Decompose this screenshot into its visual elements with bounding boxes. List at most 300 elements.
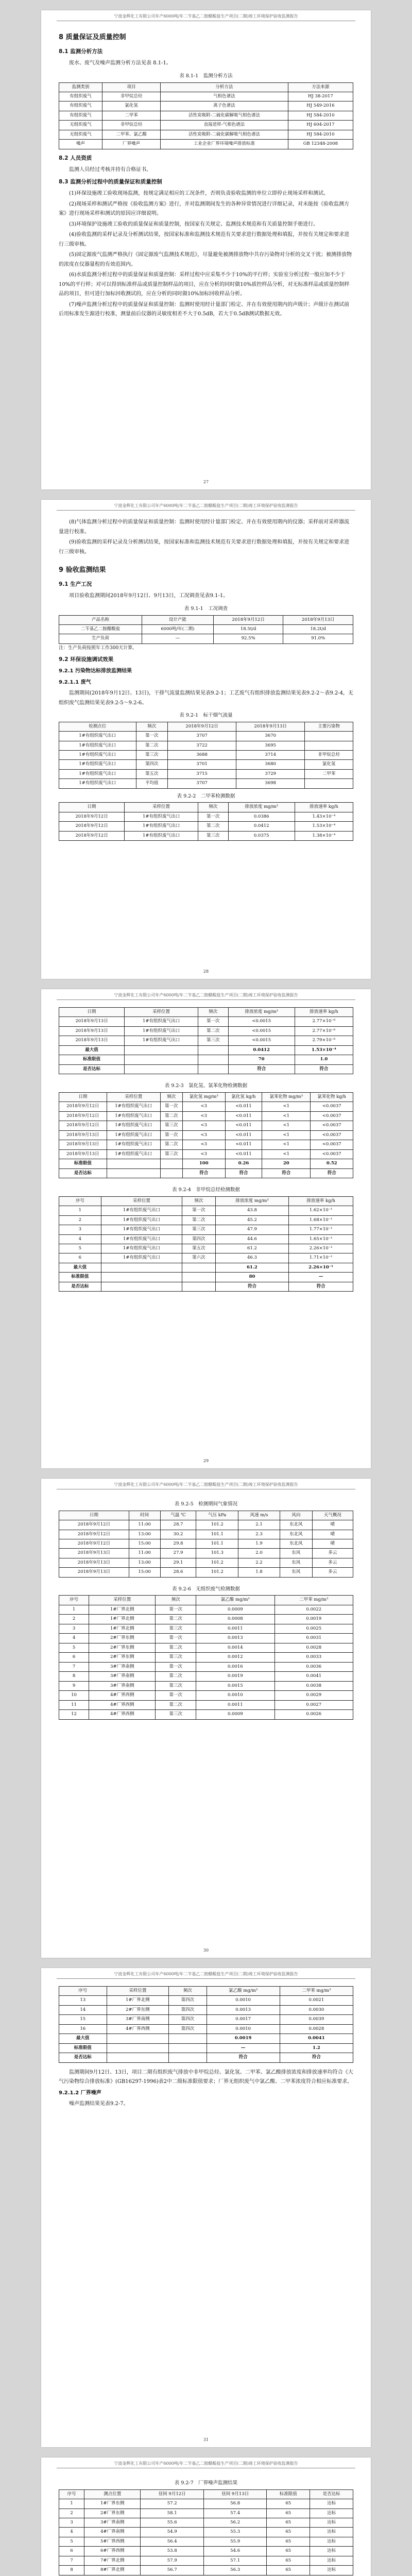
table-cell: 0.0028 bbox=[274, 1643, 353, 1652]
table-cell: 厂界噪声 bbox=[102, 140, 161, 149]
table-cell: 生产负荷 bbox=[59, 634, 142, 643]
table-row bbox=[59, 1530, 353, 1539]
table-cell: 56.4 bbox=[141, 2537, 203, 2546]
table-cell: 第一次 bbox=[156, 1605, 196, 1614]
table-cell: 达标 bbox=[310, 2537, 353, 2546]
table-cell: 2.26×10⁻¹ bbox=[289, 1244, 353, 1253]
table-cell: 东北风 bbox=[280, 1520, 313, 1530]
table-cell: <0.0037 bbox=[311, 1130, 353, 1140]
table-cell: 第二次 bbox=[160, 1140, 182, 1149]
paragraph: (8)气体监测分析过程中的质量保证和质量控制：监测时使用经计量部门检定、并在有效使用期内的仪器；采样前对采样器流量进行校准。 bbox=[59, 519, 350, 535]
table-cell: 达标 bbox=[310, 2518, 353, 2527]
table-header-cell: 采样位置 bbox=[125, 803, 198, 812]
table-cell: 工业企业厂界环境噪声排放标准 bbox=[161, 140, 288, 149]
table-note: 注：生产负荷按照年工作300天计算。 bbox=[59, 645, 138, 651]
table-cell: 0.0010 bbox=[196, 1691, 274, 1700]
table-cell: 东北风 bbox=[280, 1539, 313, 1548]
table-cell: 0.0021 bbox=[280, 1996, 353, 2005]
table-cell: 4 bbox=[59, 1234, 101, 1244]
table-cell: 2018年9月12日 bbox=[59, 1530, 129, 1539]
page-number: 29 bbox=[203, 1459, 209, 1463]
table-header-cell: 二甲苯 mg/m³ bbox=[280, 1987, 353, 1996]
table-header-cell: 排放速率 kg/h bbox=[289, 1196, 353, 1206]
table-row bbox=[59, 1568, 353, 1577]
table-cell bbox=[107, 1159, 160, 1168]
table-cell: 5 bbox=[59, 1643, 89, 1652]
table-cell: 0.0022 bbox=[274, 1605, 353, 1614]
table-cell: 55.6 bbox=[141, 2518, 203, 2527]
table-summary-row bbox=[59, 1282, 353, 1291]
table-cell: 2.77×10⁻⁶ bbox=[295, 1017, 353, 1026]
table-summary-row bbox=[59, 1168, 353, 1178]
table-cell: 57.9 bbox=[141, 2556, 203, 2565]
table-cell: 56.3 bbox=[203, 2566, 266, 2575]
table-row bbox=[59, 1244, 353, 1253]
table-cell: 最大值 bbox=[59, 2034, 107, 2043]
table-header-cell: 2018年9月13日 bbox=[236, 722, 305, 731]
table-summary-row bbox=[59, 2053, 353, 2062]
table-cell: 57.2 bbox=[141, 2499, 203, 2509]
table-cell: 1#有组织废气出口 bbox=[125, 1026, 198, 1036]
table-cell: 气相色谱法 bbox=[161, 92, 288, 101]
table-cell: 非甲烷总烃 bbox=[102, 121, 161, 130]
table-header-cell: 测点位置 bbox=[84, 2489, 141, 2499]
table-cell: 第二次 bbox=[156, 1672, 196, 1681]
subsection-title: 9.2.1.1 废气 bbox=[59, 679, 91, 685]
table-cell: <3 bbox=[182, 1102, 225, 1111]
table-cell: 第二次 bbox=[156, 1615, 196, 1624]
table-cell: 1.53×10⁻⁴ bbox=[295, 822, 353, 831]
table-cell: 27.9 bbox=[160, 1549, 196, 1558]
table-cell: 标准限值 bbox=[59, 2043, 107, 2053]
table-cell: 符合 bbox=[295, 1064, 353, 1074]
table-cell: 70 bbox=[228, 1055, 295, 1064]
table-cell: <1 bbox=[262, 1149, 311, 1159]
table-cell: 65 bbox=[267, 2509, 310, 2518]
table-row bbox=[59, 1234, 353, 1244]
table-cell: <3 bbox=[182, 1130, 225, 1140]
table-header-row bbox=[59, 1092, 353, 1101]
table-row bbox=[59, 1681, 353, 1690]
report-page-27 bbox=[41, 10, 371, 489]
table-header-cell: 氯苯化物 kg/h bbox=[311, 1092, 353, 1101]
table-cell: 0.0025 bbox=[274, 1624, 353, 1633]
table-cell: 61.2 bbox=[215, 1244, 288, 1253]
table-cell: 46.3 bbox=[215, 1253, 288, 1263]
table-header-cell: 采样位置 bbox=[107, 1092, 160, 1101]
table-cell: <1 bbox=[262, 1130, 311, 1140]
subsection-title: 9.2 环保设施调试效果 bbox=[59, 656, 114, 663]
table-caption: 表 9.2-7 厂界噪声监测结果 bbox=[174, 2480, 238, 2486]
table-row bbox=[59, 1130, 353, 1140]
table-cell: 4#厂界南侧 bbox=[84, 2528, 141, 2537]
table-row bbox=[59, 750, 353, 759]
table-cell: 8 bbox=[59, 2566, 84, 2575]
report-page-29 bbox=[41, 989, 371, 1468]
page-header: 宁波金辉化工有限公司年产6000吨/年二苄基乙二胺醋酸盐生产项目(二期)竣工环境保护验收监测报告 bbox=[57, 1479, 355, 1489]
table-cell: 非甲烷总烃 bbox=[305, 750, 353, 759]
table-cell: 0.0015 bbox=[196, 1681, 274, 1690]
report-page-28 bbox=[41, 500, 371, 979]
table-cell: 43.8 bbox=[215, 1206, 288, 1215]
table-cell: 16 bbox=[59, 2024, 107, 2033]
table-cell: 0.0033 bbox=[274, 1653, 353, 1662]
table-header-cell: 氯乙酸 mg/m³ bbox=[196, 1596, 274, 1605]
table-cell: 1.8 bbox=[238, 1568, 280, 1577]
table-summary-row bbox=[59, 2043, 353, 2053]
table-cell: 氯化氢 bbox=[305, 760, 353, 769]
table-cell: 有组织废气 bbox=[59, 111, 102, 120]
table-cell: 5 bbox=[59, 2537, 84, 2546]
table-cell: 东风 bbox=[280, 1558, 313, 1567]
table-cell: 直接进样-气相色谱法 bbox=[161, 121, 288, 130]
table-cell: 3#厂界南侧 bbox=[89, 1681, 156, 1690]
table-cell: 29.8 bbox=[160, 1539, 196, 1548]
report-page-31 bbox=[41, 1968, 371, 2447]
table-header-cell: 排放浓度 mg/m³ bbox=[215, 1196, 288, 1206]
table-row bbox=[59, 130, 353, 139]
table-row bbox=[59, 741, 353, 750]
table-header-cell: 2018年9月12日 bbox=[168, 722, 236, 731]
table-cell: 第六次 bbox=[182, 1253, 216, 1263]
table-cell: 3729 bbox=[236, 769, 305, 778]
table-cell: 第四次 bbox=[136, 760, 168, 769]
page-header: 宁波金辉化工有限公司年产6000吨/年二苄基乙二胺醋酸盐生产项目(二期)竣工环境保护验收监测报告 bbox=[57, 2458, 355, 2468]
table-cell: 0.0013 bbox=[196, 1634, 274, 1643]
table-row bbox=[59, 1558, 353, 1567]
table-header-cell: 日期 bbox=[59, 1511, 129, 1520]
table-cell: 13:00 bbox=[129, 1558, 160, 1567]
workload-table bbox=[59, 615, 353, 644]
paragraph: 监测人员经过考核并持有合格证书。 bbox=[69, 167, 151, 173]
table-cell: 达标 bbox=[310, 2547, 353, 2556]
table-row bbox=[59, 2547, 353, 2556]
table-cell: 13 bbox=[59, 1996, 107, 2005]
table-cell: <0.011 bbox=[225, 1111, 262, 1121]
table-cell: 3 bbox=[59, 1624, 89, 1633]
table-cell: 0.0009 bbox=[196, 1710, 274, 1719]
qc-paragraphs bbox=[59, 189, 353, 319]
flow-table bbox=[59, 722, 353, 789]
table-cell: 101.1 bbox=[196, 1530, 238, 1539]
table-cell: 0.0011 bbox=[196, 1624, 274, 1633]
table-cell: 2018年9月12日 bbox=[59, 1539, 129, 1548]
table-cell bbox=[101, 1282, 182, 1291]
table-cell: 2.2 bbox=[238, 1558, 280, 1567]
table-row bbox=[59, 92, 353, 101]
table-cell: 第三次 bbox=[160, 1149, 182, 1159]
table-cell: 0.0029 bbox=[274, 1691, 353, 1700]
table-cell: 离子色谱法 bbox=[161, 101, 288, 111]
table-summary-row bbox=[59, 1159, 353, 1168]
table-cell: 2.26×10⁻¹ bbox=[289, 1263, 353, 1272]
page-number: 31 bbox=[203, 2437, 209, 2442]
table-cell: 第三次 bbox=[160, 1121, 182, 1130]
table-cell: 1#有组织废气出口 bbox=[107, 1121, 160, 1130]
table-header-cell: 氯苯化物 mg/m³ bbox=[262, 1092, 311, 1101]
table-cell: 2 bbox=[59, 2509, 84, 2518]
table-header-cell: 排放浓度 mg/m³ bbox=[228, 1008, 295, 1017]
table-header-row bbox=[59, 1008, 353, 1017]
table-cell: <0.0037 bbox=[311, 1102, 353, 1111]
table-cell: 10 bbox=[59, 1691, 89, 1700]
table-cell: 100 bbox=[182, 1159, 225, 1168]
table-caption: 表 8.1-1 监测分析方法 bbox=[179, 73, 233, 79]
table-cell: 达标 bbox=[310, 2499, 353, 2509]
table-cell: 0.0019 bbox=[196, 1672, 274, 1681]
table-cell: 1#有组织废气出口 bbox=[125, 822, 198, 831]
table-cell: 2.79×10⁻⁶ bbox=[295, 1036, 353, 1045]
table-row bbox=[59, 2005, 353, 2014]
table-cell: 2018年9月13日 bbox=[59, 1026, 125, 1036]
table-header-cell: 序号 bbox=[59, 1196, 101, 1206]
table-cell: 第四次 bbox=[169, 2005, 207, 2014]
table-cell: 第三次 bbox=[136, 750, 168, 759]
paragraph: 项目验收监测期间2018年9月12日、9月13日，工况调查见表9.1-1。 bbox=[69, 593, 229, 599]
table-cell: 4#厂界西侧 bbox=[107, 2024, 169, 2033]
table-cell: 第四次 bbox=[169, 1996, 207, 2005]
table-cell: 55.3 bbox=[203, 2528, 266, 2537]
table-cell: 65 bbox=[267, 2566, 310, 2575]
table-header-row bbox=[59, 615, 353, 624]
table-header-cell: 日期 bbox=[59, 1092, 107, 1101]
table-cell: 0.0031 bbox=[274, 1634, 353, 1643]
method-table bbox=[59, 82, 353, 149]
table-cell: 0.0010 bbox=[207, 2024, 280, 2033]
table-header-cell: 排放速率 kg/h bbox=[295, 803, 353, 812]
table-cell: 3722 bbox=[168, 741, 236, 750]
table-cell: 57.4 bbox=[203, 2509, 266, 2518]
table-row bbox=[59, 1710, 353, 1719]
table-cell: <1 bbox=[262, 1102, 311, 1111]
table-cell: 活性炭吸附-二硫化碳解吸气相色谱法 bbox=[161, 111, 288, 120]
table-cell: 65 bbox=[267, 2499, 310, 2509]
table-cell: 1 bbox=[59, 2499, 84, 2509]
table-cell: 4#厂界西侧 bbox=[89, 1700, 156, 1709]
table-header-row bbox=[59, 1511, 353, 1520]
table-cell: 56.8 bbox=[203, 2499, 266, 2509]
table-cell: 最大值 bbox=[59, 1045, 125, 1055]
table-summary-row bbox=[59, 1263, 353, 1272]
table-cell: 1#有组织废气出口 bbox=[59, 741, 136, 750]
table-row bbox=[59, 779, 353, 788]
table-cell: 2#厂界东侧 bbox=[89, 1653, 156, 1662]
qc-paragraphs bbox=[59, 518, 353, 557]
table-header-cell: 风向 bbox=[280, 1511, 313, 1520]
table-cell: 有组织废气 bbox=[59, 92, 102, 101]
section-title: 9 验收监测结果 bbox=[59, 566, 106, 574]
table-cell: <0.0015 bbox=[228, 1026, 295, 1036]
table-cell: <1 bbox=[262, 1111, 311, 1121]
table-cell: 1#有组织废气出口 bbox=[125, 831, 198, 840]
table-header-cell: 采样位置 bbox=[125, 1008, 198, 1017]
table-cell: 91.0% bbox=[283, 634, 353, 643]
table-row bbox=[59, 625, 353, 634]
table-cell bbox=[101, 1273, 182, 1282]
table-cell: 0.0009 bbox=[196, 1605, 274, 1614]
table-row bbox=[59, 2518, 353, 2527]
table-cell: 56.2 bbox=[203, 2518, 266, 2527]
table-cell: 符合 bbox=[280, 2053, 353, 2062]
table-cell bbox=[182, 1282, 216, 1291]
table-cell: 第二次 bbox=[198, 1026, 228, 1036]
table-header-cell: 日期 bbox=[59, 1008, 125, 1017]
table-cell: 2018年9月13日 bbox=[59, 1130, 107, 1140]
table-cell bbox=[169, 2043, 207, 2053]
page-header: 宁波金辉化工有限公司年产6000吨/年二苄基乙二胺醋酸盐生产项目(二期)竣工环境保护验收监测报告 bbox=[57, 500, 355, 511]
table-cell: 第一次 bbox=[156, 1691, 196, 1700]
table-cell: 1#有组织废气出口 bbox=[101, 1225, 182, 1234]
table-cell: 3698 bbox=[236, 779, 305, 788]
table-cell: 1.43×10⁻⁴ bbox=[295, 812, 353, 821]
table-cell: 东风 bbox=[280, 1568, 313, 1577]
table-cell: 4#厂界西侧 bbox=[89, 1691, 156, 1700]
table-cell: 61.2 bbox=[215, 1263, 288, 1272]
table-row bbox=[59, 111, 353, 120]
table-row bbox=[59, 1140, 353, 1149]
table-cell: 3#厂界南侧 bbox=[89, 1672, 156, 1681]
table-cell: 标准限值 bbox=[59, 1273, 101, 1282]
table-cell: GB 12348-2008 bbox=[288, 140, 353, 149]
table-cell: 80 bbox=[215, 1273, 288, 1282]
table-summary-row bbox=[59, 1273, 353, 1282]
table-cell: 1#有组织废气出口 bbox=[101, 1244, 182, 1253]
table-cell: 1.0 bbox=[295, 1055, 353, 1064]
table-row bbox=[59, 831, 353, 840]
table-cell: 4#厂界西侧 bbox=[89, 1710, 156, 1719]
table-header-row bbox=[59, 2489, 353, 2499]
table-row bbox=[59, 1634, 353, 1643]
subsection-title: 9.1 生产工况 bbox=[59, 581, 92, 588]
table-header-cell: 监测类别 bbox=[59, 82, 102, 92]
table-cell: 1#有组织废气出口 bbox=[101, 1206, 182, 1215]
table-cell: 非甲烷总烃 bbox=[102, 92, 161, 101]
table-cell: 29.1 bbox=[160, 1558, 196, 1567]
table-cell: 多云 bbox=[312, 1568, 353, 1577]
table-cell: 3680 bbox=[236, 760, 305, 769]
table-row bbox=[59, 1102, 353, 1111]
table-header-cell: 排放浓度 mg/m³ bbox=[228, 803, 295, 812]
table-row bbox=[59, 2024, 353, 2033]
table-cell: 1#有组织废气出口 bbox=[59, 760, 136, 769]
table-header-cell: 氯乙酸 mg/m³ bbox=[207, 1987, 280, 1996]
table-header-cell: 昼间 9月13日 bbox=[203, 2489, 266, 2499]
table-cell: 2#厂界东侧 bbox=[89, 1643, 156, 1652]
table-header-cell: 分析方法 bbox=[161, 82, 288, 92]
table-header-row bbox=[59, 803, 353, 812]
table-cell: 0.0028 bbox=[280, 2024, 353, 2033]
table-cell: 2.77×10⁻⁶ bbox=[295, 1026, 353, 1036]
table-cell: 8 bbox=[59, 1672, 89, 1681]
table-cell: 28.7 bbox=[160, 1520, 196, 1530]
table-cell: 2018年9月12日 bbox=[59, 822, 125, 831]
table-cell: 二苄基乙二胺醋酸盐 bbox=[59, 625, 142, 634]
table-header-cell: 采样位置 bbox=[107, 1987, 169, 1996]
table-cell: 噪声 bbox=[59, 140, 102, 149]
paragraph: 监测期间(2018年9月12日、13日)，干排气流量监测结果见表9.2-1；工艺废气有组织排放监测结果见表9.2-2～表9.2-4，无组织废气监测结果见表9.2-5～9.2-6。 bbox=[59, 690, 353, 706]
table-cell: <0.0037 bbox=[311, 1121, 353, 1130]
table-cell: 4 bbox=[59, 1634, 89, 1643]
table-cell: 0.0012 bbox=[196, 1653, 274, 1662]
subsection-title: 8.1 监测分析方法 bbox=[59, 48, 103, 55]
table-cell: 第一次 bbox=[136, 732, 168, 741]
table-row bbox=[59, 1036, 353, 1045]
table-cell: 晴 bbox=[312, 1539, 353, 1548]
table-cell: 2018年9月12日 bbox=[59, 1121, 107, 1130]
table-caption: 表 9.1-1 工况调查 bbox=[184, 605, 228, 612]
table-cell: 第三次 bbox=[198, 1036, 228, 1045]
table-cell: 15:00 bbox=[129, 1539, 160, 1548]
table-cell: 65 bbox=[267, 2547, 310, 2556]
table-cell: 0.0016 bbox=[196, 1662, 274, 1671]
page-header: 宁波金辉化工有限公司年产6000吨/年二苄基乙二胺醋酸盐生产项目(二期)竣工环境保护验收监测报告 bbox=[57, 989, 355, 1000]
table-header-cell: 氯化氢 mg/m³ bbox=[182, 1092, 225, 1101]
table-cell: 0.0010 bbox=[207, 1996, 280, 2005]
table-cell: 53.8 bbox=[141, 2547, 203, 2556]
table-cell: 有组织废气 bbox=[59, 101, 102, 111]
table-cell: 5 bbox=[59, 1244, 101, 1253]
table-header-cell: 排放速率 kg/h bbox=[295, 1008, 353, 1017]
table-cell: 1#有组织废气出口 bbox=[107, 1102, 160, 1111]
table-header-cell: 频次 bbox=[136, 722, 168, 731]
table-cell: HJ 584-2010 bbox=[288, 130, 353, 139]
table-cell: 0.0026 bbox=[274, 1710, 353, 1719]
table-cell: 1#有组织废气出口 bbox=[101, 1234, 182, 1244]
table-header-cell: 序号 bbox=[59, 1987, 107, 1996]
table-row bbox=[59, 1643, 353, 1652]
table-cell: 2018年9月13日 bbox=[59, 1140, 107, 1149]
table-cell: 6 bbox=[59, 1253, 101, 1263]
table-cell: 第五次 bbox=[136, 769, 168, 778]
table-cell: 第二次 bbox=[198, 822, 228, 831]
table-row bbox=[59, 121, 353, 130]
table-cell: HJ 584-2010 bbox=[288, 111, 353, 120]
table-cell: 1#厂界东侧 bbox=[84, 2499, 141, 2509]
table-cell bbox=[160, 1159, 182, 1168]
table-row bbox=[59, 2556, 353, 2565]
table-cell: 3695 bbox=[236, 741, 305, 750]
table-cell: 0.0412 bbox=[228, 822, 295, 831]
table-cell: 2018年9月12日 bbox=[59, 831, 125, 840]
table-row bbox=[59, 1672, 353, 1681]
table-header-cell: 时间 bbox=[129, 1511, 160, 1520]
table-cell: 第二次 bbox=[182, 1215, 216, 1225]
table-header-cell: 主要污染物 bbox=[305, 722, 353, 731]
table-cell bbox=[305, 732, 353, 741]
table-cell: 6 bbox=[59, 2547, 84, 2556]
table-row bbox=[59, 812, 353, 821]
table-cell: 8#厂界北侧 bbox=[84, 2566, 141, 2575]
table-header-cell: 采样位置 bbox=[89, 1596, 156, 1605]
table-cell: 0.0039 bbox=[280, 2015, 353, 2024]
table-cell bbox=[107, 1168, 160, 1178]
table-row bbox=[59, 2015, 353, 2024]
table-row bbox=[59, 101, 353, 111]
table-cell: <0.0015 bbox=[228, 1017, 295, 1026]
table-cell: 3688 bbox=[168, 750, 236, 759]
table-cell bbox=[101, 1263, 182, 1272]
table-cell: <0.011 bbox=[225, 1149, 262, 1159]
table-cell: 2 bbox=[59, 1215, 101, 1225]
table-cell bbox=[169, 2053, 207, 2062]
table-cell: 14 bbox=[59, 2005, 107, 2014]
table-cell: 3 bbox=[59, 1225, 101, 1234]
table-cell: 达标 bbox=[310, 2566, 353, 2575]
table-cell: 2018年9月12日 bbox=[59, 812, 125, 821]
table-header-cell: 标准限值 bbox=[267, 2489, 310, 2499]
table-cell: 1#有组织废气出口 bbox=[125, 1036, 198, 1045]
table-cell: 65 bbox=[267, 2556, 310, 2565]
